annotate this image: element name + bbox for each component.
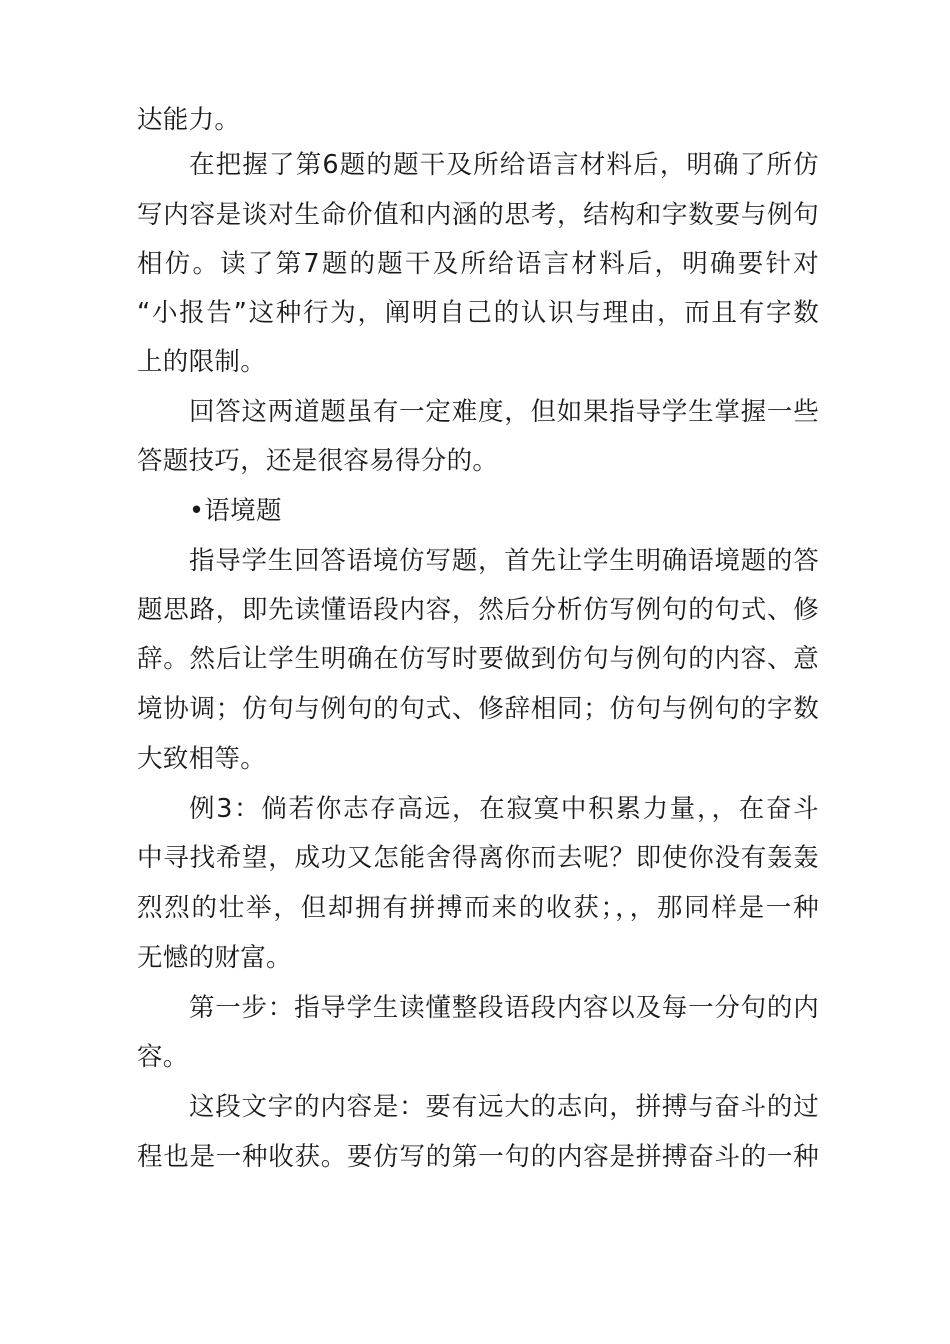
text-line: 辞。然后让学生明确在仿写时要做到仿句与例句的内容、意 [137,644,819,674]
text-line: 大致相等。 [137,744,267,774]
paragraph-first-line: 指导学生回答语境仿写题，首先让学生明确语境题的答 [189,546,819,576]
paragraph-first-line: 第一步：指导学生读懂整段语段内容以及每一分句的内 [189,993,819,1023]
example-first-line: 例3：倘若你志存高远，在寂寞中积累力量，，在奋斗 [189,794,819,824]
text-line: 题思路，即先读懂语段内容，然后分析仿写例句的句式、修 [137,595,819,625]
paragraph-first-line: 回答这两道题虽有一定难度，但如果指导学生掌握一些 [189,397,819,427]
text-line: “小报告”这种行为，阐明自己的认识与理由，而且有字数 [137,298,819,328]
text-line: 写内容是谈对生命价值和内涵的思考，结构和字数要与例句 [137,200,819,230]
text-line: 容。 [137,1042,189,1072]
text-line: 无憾的财富。 [137,943,292,973]
text-line: 相仿。读了第7题的题干及所给语言材料后，明确要针对 [137,249,819,279]
text-line: 境协调；仿句与例句的句式、修辞相同；仿句与例句的字数 [137,694,819,724]
text-line: 中寻找希望，成功又怎能舍得离你而去呢？即使你没有轰轰 [137,843,819,873]
section-heading: •语境题 [189,496,282,526]
text-line: 上的限制。 [137,347,267,377]
text-line: 答题技巧，还是很容易得分的。 [137,446,499,476]
text-line: 程也是一种收获。要仿写的第一句的内容是拼搏奋斗的一种 [137,1142,819,1172]
text-line: 达能力。 [137,105,241,135]
text-line: 烈烈的壮举，但却拥有拼搏而来的收获；，，那同样是一种 [137,893,819,923]
paragraph-first-line: 这段文字的内容是：要有远大的志向，拼搏与奋斗的过 [189,1092,819,1122]
paragraph-first-line: 在把握了第6题的题干及所给语言材料后，明确了所仿 [189,150,819,180]
